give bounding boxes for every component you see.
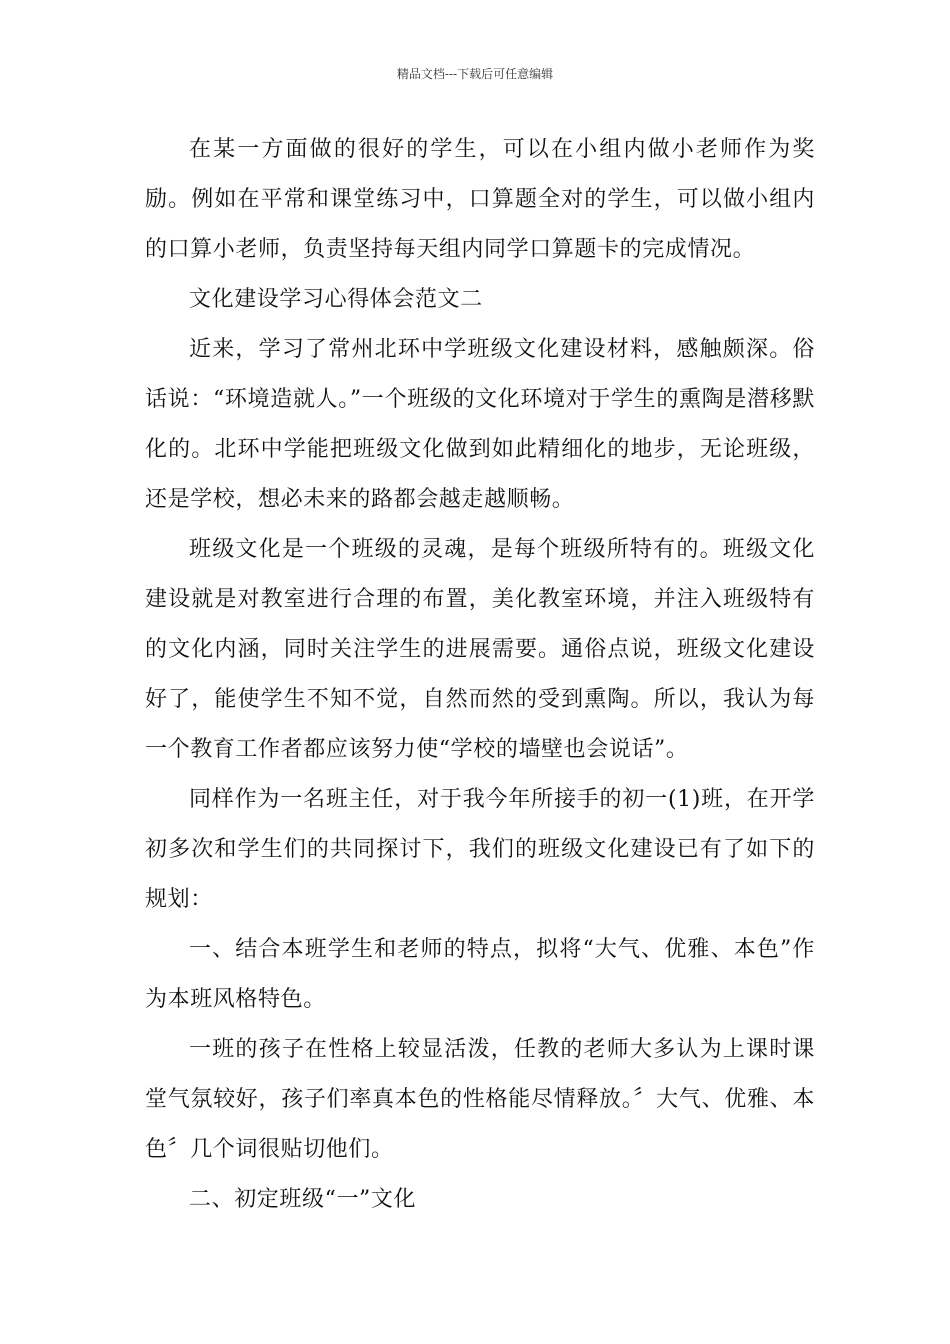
paragraph-class-character: 一班的孩子在性格上较显活泼，任教的老师大多认为上课时课堂气氛较好，孩子们率真本色的性格能尽情释放。〞大气、优雅、本色〞几个词很贴切他们。 [145,1037,815,1162]
document-body [145,125,815,1225]
page-header: 精品文档---下载后可任意编辑 [396,67,554,81]
section-heading-essay-two: 文化建设学习心得体会范文二 [189,287,483,312]
paragraph-reward-small-teacher: 在某一方面做的很好的学生，可以在小组内做小老师作为奖励。例如在平常和课堂练习中，口算题全对的学生，可以做小组内的口算小老师，负责坚持每天组内同学口算题卡的完成情况。 [145,137,815,262]
paragraph-point-one: 一、结合本班学生和老师的特点，拟将“大气、优雅、本色”作为本班风格特色。 [145,937,815,1012]
paragraph-head-teacher-plan: 同样作为一名班主任，对于我今年所接手的初一(1)班，在开学初多次和学生们的共同探讨下，我们的班级文化建设已有了如下的规划： [145,787,815,912]
paragraph-class-culture-soul: 班级文化是一个班级的灵魂，是每个班级所特有的。班级文化建设就是对教室进行合理的布置，美化教室环境，并注入班级特有的文化内涵，同时关注学生的进展需要。通俗点说，班级文化建设好了，能使学生不知不觉，自然而然的受到熏陶。所以，我认为每一个教育工作者都应该努力使“学校的墙壁也会说话”。 [145,537,815,762]
paragraph-point-two: 二、初定班级“一”文化 [189,1187,417,1212]
paragraph-beihuan-study: 近来，学习了常州北环中学班级文化建设材料，感触颇深。俗话说：“环境造就人。”一个班级的文化环境对于学生的熏陶是潜移默化的。北环中学能把班级文化做到如此精细化的地步，无论班级，还是学校，想必未来的路都会越走越顺畅。 [145,337,815,512]
